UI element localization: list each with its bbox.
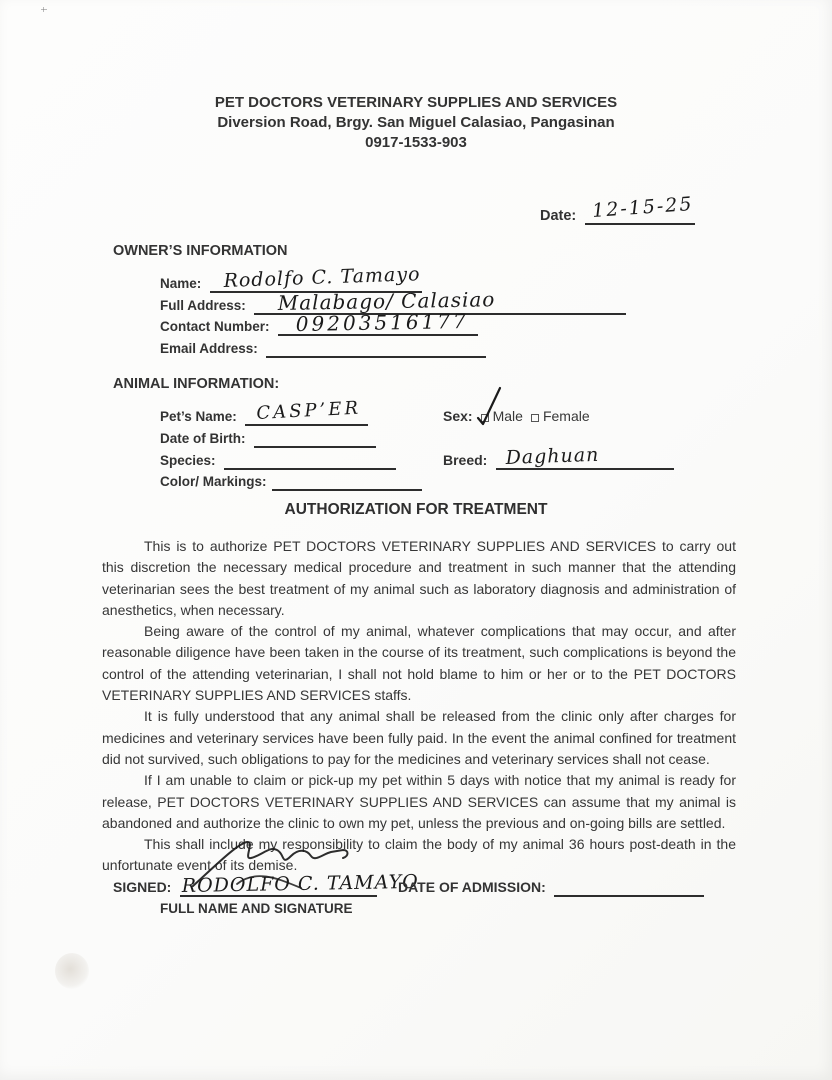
owner-name-label: Name: [160, 276, 202, 291]
male-checkbox [481, 414, 489, 422]
breed-handwritten-value: Daghuan [505, 443, 600, 469]
date-handwritten-value: 12-15-25 [591, 192, 694, 222]
authorization-body [102, 536, 736, 877]
full-name-signature-caption: FULL NAME AND SIGNATURE [160, 901, 353, 916]
owner-email-label: Email Address: [160, 341, 258, 356]
date-label: Date: [540, 208, 577, 224]
owner-address-label: Full Address: [160, 298, 246, 313]
owner-name-underline [210, 263, 422, 293]
owner-address-underline [254, 287, 626, 315]
date-of-birth-label: Date of Birth: [160, 431, 246, 446]
sex-label: Sex: [443, 408, 473, 424]
authorization-paragraph-4: If I am unable to claim or pick-up my pet within 5 days with notice that my animal is ready for release, PET DOCTORS VETERINARY SUPPLIES AND SERVICES can assume that my animal is abandoned and authorize the clinic to own my pet, unless the previous and on-going bills are settled. [102, 772, 736, 831]
owner-address-handwritten-value: Malabago/ Calasiao [277, 287, 496, 315]
breed-row [443, 443, 674, 470]
owner-email-underline [266, 343, 486, 358]
clinic-header [0, 93, 832, 153]
date-of-birth-row [160, 430, 376, 448]
authorization-paragraph-3: It is fully understood that any animal shall be released from the clinic only after charges for medicines and veterinary services have been fully paid. In the event the animal confined for treatment did not survived, such obligations to pay for the medicines and veterinary services shall not cease. [102, 708, 736, 767]
owner-contact-label: Contact Number: [160, 319, 270, 334]
clinic-address: Diversion Road, Brgy. San Miguel Calasiao, Pangasinan [217, 114, 615, 131]
breed-underline [496, 443, 674, 470]
color-markings-row [160, 473, 422, 491]
date-of-admission-label: DATE OF ADMISSION: [398, 879, 546, 895]
species-label: Species: [160, 453, 216, 468]
date-row [540, 192, 695, 225]
owner-name-handwritten-value: Rodolfo C. Tamayo [222, 263, 421, 292]
signed-label: SIGNED: [113, 879, 172, 895]
date-of-admission-row [398, 879, 704, 897]
color-markings-underline [272, 476, 422, 491]
owner-section-title: OWNER’S INFORMATION [113, 243, 288, 259]
date-underline [585, 192, 695, 225]
scan-smudge [55, 953, 89, 989]
color-markings-label: Color/ Markings: [160, 474, 267, 489]
sex-female-option-label: Female [542, 408, 590, 424]
pet-name-label: Pet’s Name: [160, 409, 237, 424]
pet-name-row [160, 397, 368, 426]
sex-male-option-label: Male [492, 408, 523, 424]
authorization-paragraph-1: This is to authorize PET DOCTORS VETERINARY SUPPLIES AND SERVICES to carry out this discretion the necessary medical procedure and treatment in such manner that the attending veterinarian sees the best treatment of my animal such as laboratory diagnosis and administration of anesthetics, when necessary. [102, 538, 736, 618]
breed-label: Breed: [443, 452, 488, 468]
date-of-admission-underline [554, 882, 704, 897]
authorization-paragraph-2: Being aware of the control of my animal, whatever complications that may occur, and after reasonable diligence have been taken in the course of its treatment, such complications is beyond the control of the attending veterinarian, I shall not hold blame to him or her or to the PET DOCTORS VETERINARY SUPPLIES AND SERVICES staffs. [102, 623, 736, 704]
signed-handwritten-name: RODOLFO C. TAMAYO [181, 870, 419, 897]
owner-contact-row [160, 308, 478, 336]
owner-contact-underline [278, 308, 478, 336]
owner-address-row [160, 287, 626, 315]
scan-speck [41, 9, 47, 10]
species-underline [224, 455, 396, 470]
owner-email-row [160, 340, 486, 358]
owner-name-row [160, 263, 422, 293]
pet-name-handwritten-value: CASP’ER [256, 397, 362, 424]
date-of-birth-underline [254, 433, 376, 448]
clinic-name: PET DOCTORS VETERINARY SUPPLIES AND SERVICES [214, 94, 618, 111]
authorization-paragraph-5: This shall include my responsibility to claim the body of my animal 36 hours post-death in the unfortunate event of its demise. [102, 836, 736, 874]
female-checkbox [531, 414, 539, 422]
signed-underline [180, 870, 419, 897]
animal-section-title: ANIMAL INFORMATION: [113, 376, 280, 392]
clinic-phone: 0917-1533-903 [365, 134, 467, 151]
owner-contact-handwritten-value: 09203516177 [295, 308, 469, 336]
sex-row [443, 408, 590, 426]
species-row [160, 452, 396, 470]
signed-row [113, 870, 419, 897]
pet-name-underline [245, 397, 368, 426]
authorization-title: AUTHORIZATION FOR TREATMENT [284, 501, 548, 518]
